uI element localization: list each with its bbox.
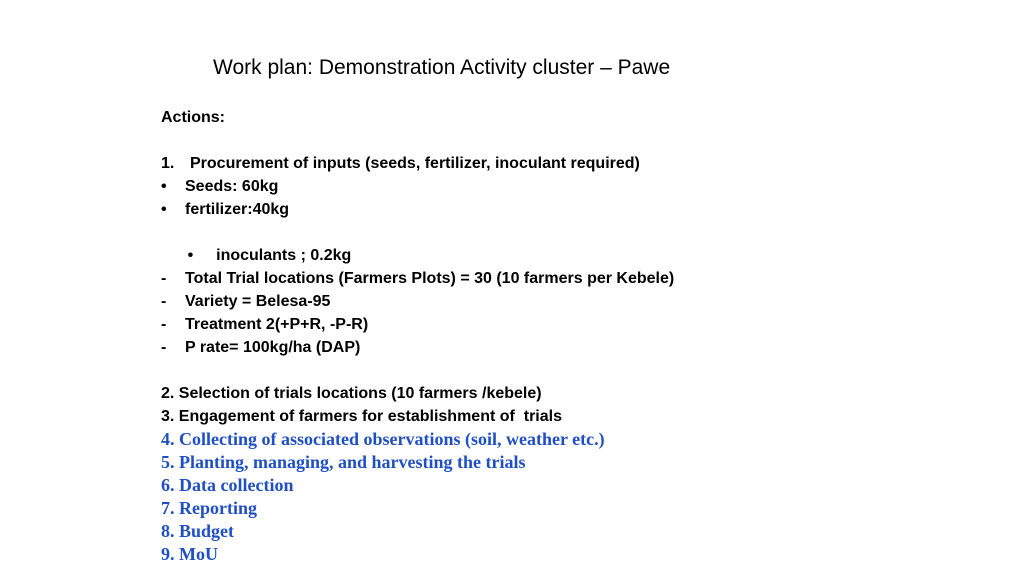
dash-text: P rate= 100kg/ha (DAP): [185, 339, 361, 356]
dash-text: Treatment 2(+P+R, -P-R): [185, 316, 369, 333]
actions-heading: Actions:: [161, 109, 225, 126]
blue-step-item: 8. Budget: [161, 521, 235, 541]
bullet-item: [161, 198, 674, 221]
bullet-text: fertilizer:40kg: [185, 201, 290, 218]
spacer: [161, 129, 674, 152]
dash-text: Variety = Belesa-95: [185, 293, 331, 310]
bullet-item: [161, 175, 674, 198]
bullet-item: [161, 221, 674, 264]
blue-step-item: 4. Collecting of associated observations (soil, weather etc.): [161, 429, 605, 449]
spacer: [161, 359, 674, 382]
dash-item: [161, 336, 674, 359]
bullet-text: Seeds: 60kg: [185, 178, 279, 195]
bullet-text: inoculants ; 0.2kg: [211, 247, 352, 264]
blue-step-item: 5. Planting, managing, and harvesting the trials: [161, 452, 526, 472]
dash-marker: -: [161, 316, 167, 333]
dash-marker: -: [161, 339, 167, 356]
bullet-icon: •: [161, 201, 167, 218]
dash-item: [161, 313, 674, 336]
dash-marker: -: [161, 270, 167, 287]
numbered-item-1: [161, 152, 674, 175]
dash-item: [161, 267, 674, 290]
dash-text: Total Trial locations (Farmers Plots) = 30 (10 farmers per Kebele): [185, 270, 675, 287]
step-item: 3. Engagement of farmers for establishment of trials: [161, 408, 562, 425]
slide-title: Work plan: Demonstration Activity cluster – Pawe: [213, 56, 671, 79]
item-text: Procurement of inputs (seeds, fertilizer, inoculant required): [190, 155, 640, 172]
blue-step-item: 6. Data collection: [161, 475, 294, 495]
dash-marker: -: [161, 293, 167, 310]
step-item: 2. Selection of trials locations (10 farmers /kebele): [161, 385, 542, 402]
dash-item: [161, 290, 674, 313]
blue-step-item: 7. Reporting: [161, 498, 257, 518]
bullet-icon: •: [161, 178, 167, 195]
slide-body: [161, 106, 674, 566]
blue-step-item: 9. MoU: [161, 544, 218, 564]
bullet-icon: •: [187, 247, 194, 264]
item-number: 1.: [161, 155, 175, 172]
